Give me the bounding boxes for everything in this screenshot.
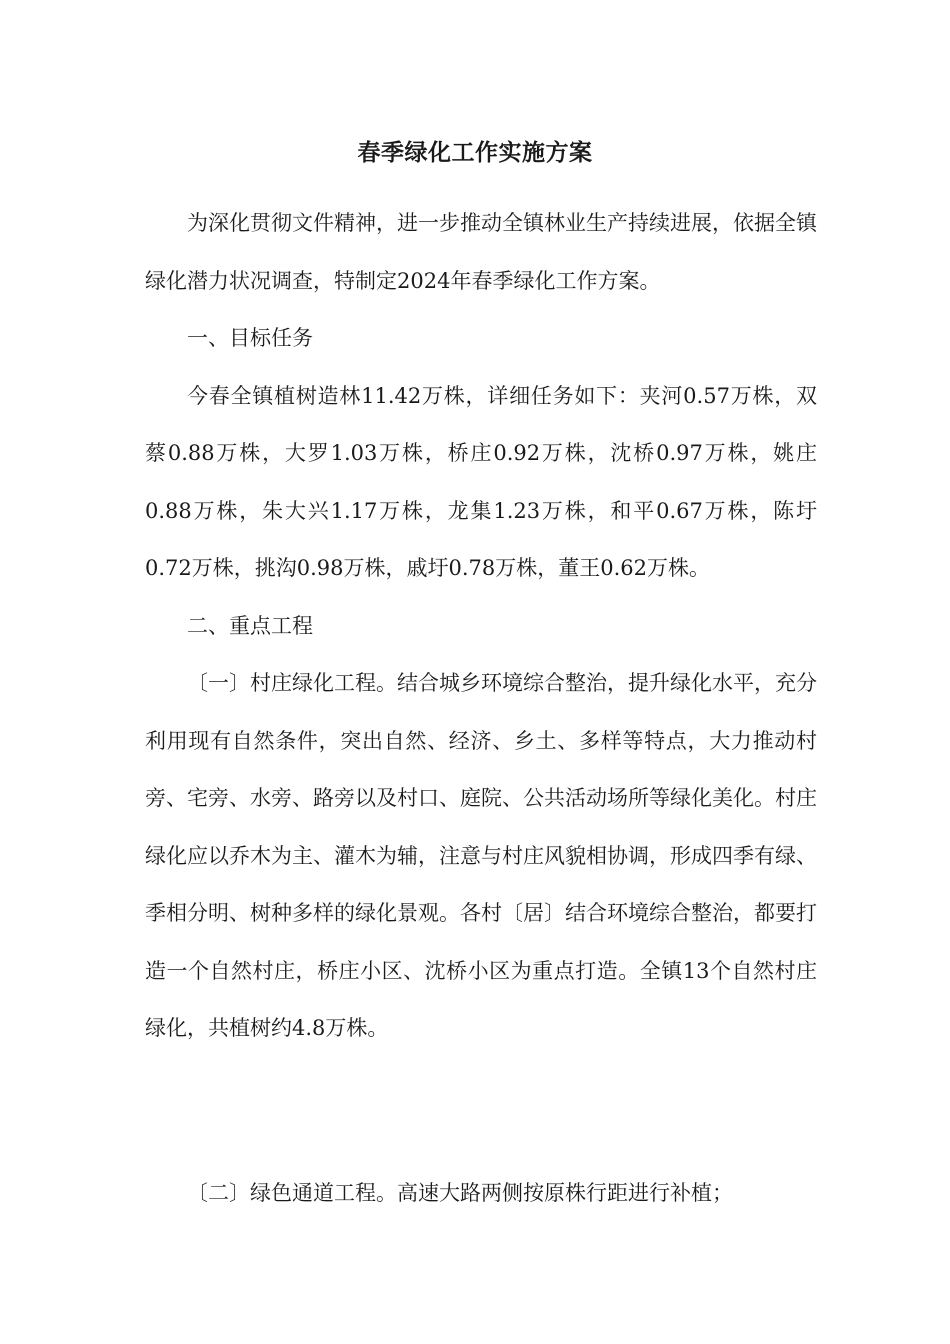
green-corridor-paragraph: 〔二〕绿色通道工程。高速大路两侧按原株行距进行补植； [187, 1181, 733, 1205]
document-body [145, 195, 817, 1058]
section-heading-goals: 一、目标任务 [187, 326, 313, 350]
goals-paragraph: 今春全镇植树造林11.42万株，详细任务如下：夹河0.57万株，双蔡0.88万株，大罗1.03万株，桥庄0.92万株，沈桥0.97万株，姚庄0.88万株，朱大兴1.17万株，龙集1.23万株，和平0.67万株，陈圩0.72万株，挑沟0.98万株，戚圩0.78万株，董王0.62万株。 [145, 383, 817, 580]
document-title: 春季绿化工作实施方案 [357, 139, 593, 166]
document-body-continued [145, 1165, 817, 1223]
village-greening-paragraph: 〔一〕村庄绿化工程。结合城乡环境综合整治，提升绿化水平，充分利用现有自然条件，突出自然、经济、乡土、多样等特点，大力推动村旁、宅旁、水旁、路旁以及村口、庭院、公共活动场所等绿化美化。村庄绿化应以乔木为主、灌木为辅，注意与村庄风貌相协调，形成四季有绿、季相分明、树种多样的绿化景观。各村〔居〕结合环境综合整治，都要打造一个自然村庄，桥庄小区、沈桥小区为重点打造。全镇13个自然村庄绿化，共植树约4.8万株。 [145, 671, 817, 1040]
intro-paragraph: 为深化贯彻文件精神，进一步推动全镇林业生产持续进展，依据全镇绿化潜力状况调查，特制定2024年春季绿化工作方案。 [145, 211, 817, 293]
section-heading-projects: 二、重点工程 [187, 613, 313, 638]
